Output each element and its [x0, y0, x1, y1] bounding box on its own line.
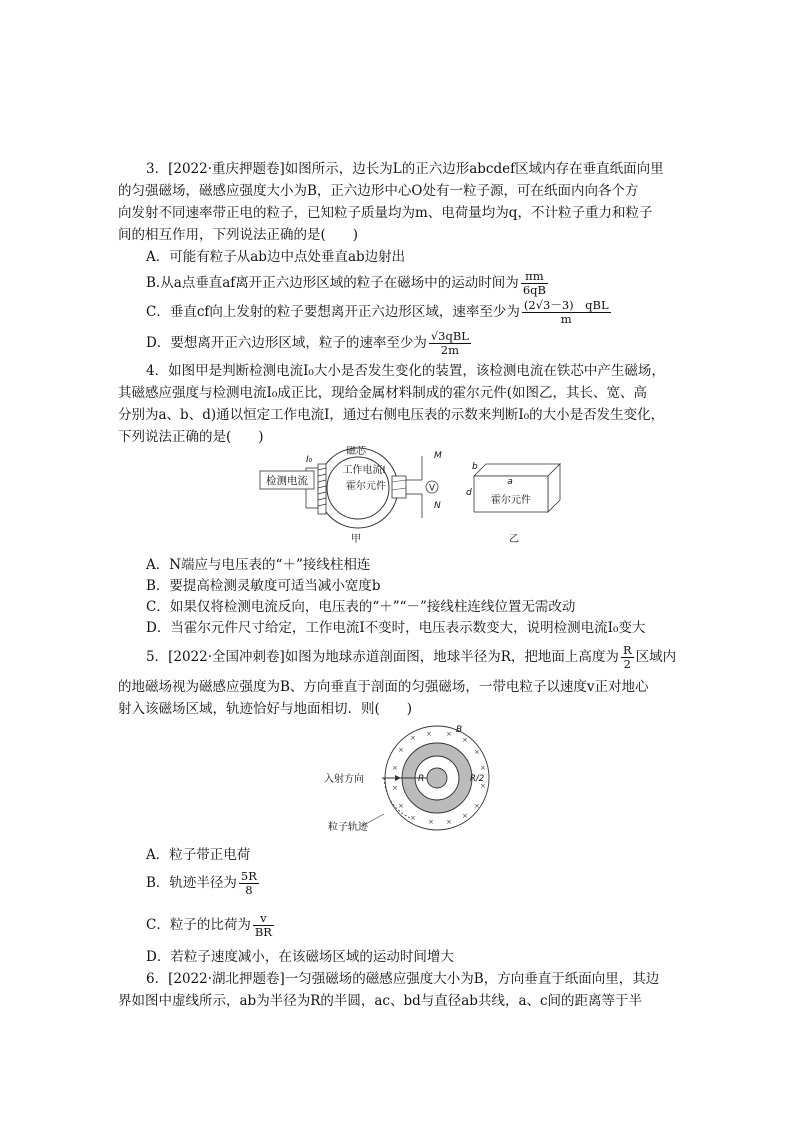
svg-text:×: × [410, 734, 416, 742]
earth-section-figure [322, 718, 500, 834]
hall-detector-figure [258, 446, 458, 546]
svg-text:×: × [462, 736, 468, 744]
q5-line-1-post: 区域内 [635, 649, 677, 665]
svg-text:×: × [446, 818, 452, 826]
fraction-numerator: √3qBL [430, 329, 469, 343]
radius-r-label: R [418, 774, 425, 784]
hall-element [392, 476, 406, 498]
coil [318, 464, 326, 514]
q3-option-c [146, 294, 706, 330]
svg-text:×: × [428, 818, 434, 826]
q4-line-1: 4．如图甲是判断检测电流I₀大小是否发生变化的装置，该检测电流在铁芯中产生磁场， [146, 363, 665, 379]
svg-text:×: × [480, 782, 486, 790]
q5-option-c-text: C．粒子的比荷为 [146, 917, 251, 933]
fraction-denominator: 6qB [522, 283, 546, 297]
q3-line-1: 3．[2022·重庆押题卷]如图所示，边长为L的正六边形abcdef区域内存在垂直纸面向里 [146, 161, 664, 177]
q3-option-c-fraction [522, 299, 611, 326]
fraction-numerator: v [253, 912, 274, 926]
fraction-denominator: 8 [245, 883, 253, 897]
terminal-n-label: N [434, 501, 441, 511]
q3-line-2: 的匀强磁场，磁感应强度大小为B，正六边形中心O处有一粒子源，可在纸面内向各个方 [118, 183, 639, 199]
svg-text:×: × [392, 784, 398, 792]
svg-text:×: × [480, 764, 486, 772]
figure-jia-caption: 甲 [351, 534, 361, 545]
q5-option-b [146, 866, 706, 900]
block-top-face [474, 464, 560, 476]
q4-line-3: 分别为a、b、d)通以恒定工作电流I，通过右侧电压表的示数来判断I₀的大小是否发生变化， [118, 407, 665, 423]
fraction-numerator: R [622, 643, 632, 657]
q3-line-4: 间的相互作用，下列说法正确的是( ) [118, 227, 359, 243]
q4-line-4: 下列说法正确的是( ) [118, 429, 264, 445]
q3-option-c-text: C．垂直cf向上发射的粒子要想离开正六边形区域，速率至少为 [146, 304, 520, 320]
q3-option-d-fraction [429, 330, 471, 357]
svg-text:×: × [410, 814, 416, 822]
core-label: 磁芯 [346, 446, 366, 457]
q6-line-1: 6．[2022·湖北押题卷]一匀强磁场的磁感应强度大小为B，方向垂直于纸面向里，其边 [146, 971, 660, 987]
fraction-denominator: 2 [623, 657, 631, 671]
incident-direction-label: 入射方向 [324, 774, 364, 785]
q6-line-2: 界如图中虚线所示，ab为半径为R的半圆，ac、bd与直径ab共线，a、c间的距离等于半 [118, 993, 643, 1009]
q5-option-c-fraction [253, 912, 274, 939]
q5-option-d: D．若粒子速度减小，在该磁场区域的运动时间增大 [146, 949, 454, 965]
svg-text:×: × [474, 802, 480, 810]
dimension-d-label: d [466, 488, 472, 498]
q3-option-d [146, 326, 706, 360]
q4-option-a: A．N端应与电压表的“＋”接线柱相连 [146, 557, 371, 573]
hall-element-label-2: 霍尔元件 [491, 495, 531, 506]
svg-text:×: × [474, 748, 480, 756]
fraction-numerator: πm [521, 270, 548, 284]
fraction-numerator: (2√3－3) qBL [523, 298, 609, 312]
svg-text:×: × [398, 802, 404, 810]
svg-text:×: × [426, 730, 432, 738]
q3-option-b-text: B.从a点垂直af离开正六边形区域的粒子在磁场中的运动时间为 [146, 275, 519, 291]
i0-label: I₀ [306, 455, 313, 465]
q5-line-2: 的地磁场视为磁感应强度为B、方向垂直于剖面的匀强磁场，一带电粒子以速度v正对地心 [118, 679, 649, 695]
q5-height-fraction [621, 644, 634, 671]
q3-option-b-fraction [521, 270, 548, 297]
terminal-m-label: M [434, 451, 442, 461]
q5-line-1-pre: 5．[2022·全国冲刺卷]如图为地球赤道剖面图，地球半径为R，把地面上高度为 [146, 649, 619, 665]
hall-element-figure [462, 458, 574, 544]
q3-line-3: 向发射不同速率带正电的粒子，已知粒子质量均为m、电荷量均为q，不计粒子重力和粒子 [118, 205, 653, 221]
svg-text:×: × [398, 746, 404, 754]
q4-option-c: C．如果仅将检测电流反向，电压表的“＋”“－”接线柱连线位置无需改动 [146, 599, 576, 615]
hall-element-label: 霍尔元件 [346, 481, 386, 492]
fraction-denominator: 2m [440, 343, 459, 357]
svg-text:×: × [446, 730, 452, 738]
q5-option-b-text: B．轨迹半径为 [146, 875, 237, 891]
particle-trajectory-label: 粒子轨迹 [328, 822, 368, 833]
q3-option-d-text: D．要想离开正六边形区域，粒子的速率至少为 [146, 335, 427, 351]
q5-option-b-fraction [239, 870, 259, 897]
q5-line-1 [146, 640, 678, 674]
field-b-label: B [456, 725, 463, 735]
q5-option-c [146, 908, 706, 942]
work-current-label: 工作电流I [342, 465, 386, 476]
figure-yi-caption: 乙 [509, 534, 519, 544]
fraction-denominator: m [560, 312, 572, 326]
q4-option-d: D．当霍尔元件尺寸给定，工作电流I不变时，电压表示数变大，说明检测电流I₀变大 [146, 620, 646, 636]
q4-line-2: 其磁感应强度与检测电流I₀成正比，现给金属材料制成的霍尔元件(如图乙，其长、宽、高 [118, 385, 648, 401]
dimension-b-label: b [472, 462, 478, 472]
q4-option-b: B．要提高检测灵敏度可适当减小宽度b [146, 578, 381, 594]
q5-option-a: A．粒子带正电荷 [146, 847, 251, 863]
dimension-a-label: a [507, 477, 513, 487]
svg-text:×: × [462, 812, 468, 820]
earth-core [427, 768, 447, 788]
q3-option-a: A．可能有粒子从ab边中点处垂直ab边射出 [146, 249, 406, 265]
q5-line-3: 射入该磁场区域，轨迹恰好与地面相切．则( ) [118, 701, 413, 717]
fraction-denominator: BR [254, 925, 272, 939]
detect-current-label: 检测电流 [266, 475, 308, 487]
svg-text:×: × [392, 764, 398, 772]
voltmeter-label: V [429, 483, 435, 494]
fraction-numerator: 5R [240, 869, 257, 883]
half-radius-label: R/2 [470, 774, 485, 784]
